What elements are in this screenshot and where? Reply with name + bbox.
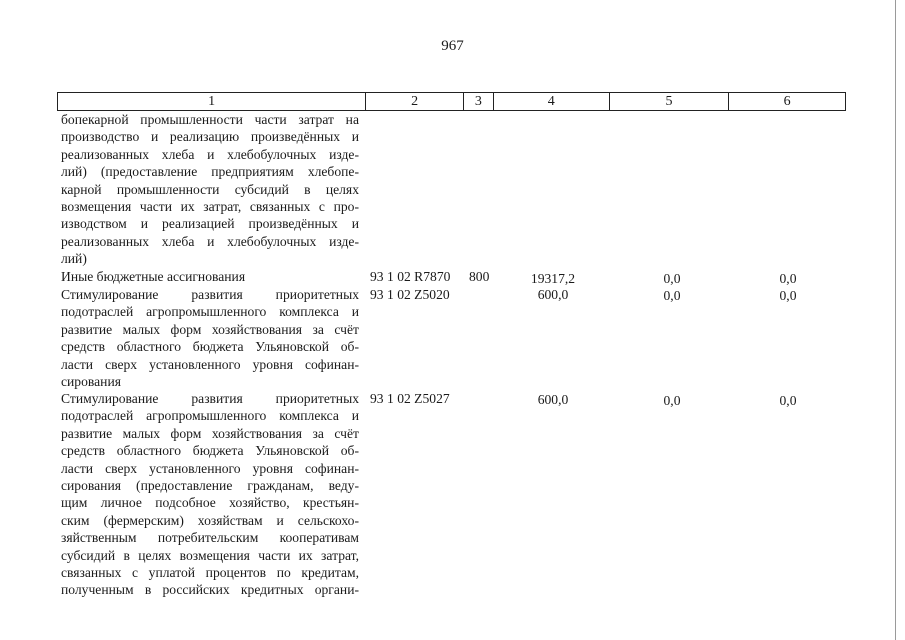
row-text-line: лий) [61, 251, 87, 267]
row-text-line: ласти сверх установленного уровня софинан- [61, 356, 359, 372]
page-edge [895, 0, 896, 640]
row-text-line: ласти сверх установленного уровня софинан- [61, 460, 359, 476]
row-text-line: сирования (предоставление гражданам, веду- [61, 478, 359, 494]
row-amount-col6: 0,0 [779, 271, 797, 286]
table-row [61, 268, 359, 285]
row-text-line: сирования [61, 374, 121, 390]
row-text-line: субсидий в целях возмещения части их затрат, [61, 547, 359, 563]
row-text-line: подотраслей агропромышленного комплекса и [61, 408, 359, 424]
row-text-line: зяйственным потребительским кооперативам [61, 530, 359, 546]
row-text-line: средств областного бюджета Ульяновской об- [61, 339, 359, 355]
row-text-line: Стимулирование развития приоритетных [61, 391, 359, 406]
row-text-line: ским (фермерским) хозяйствам и сельскохо- [61, 512, 359, 528]
row-text-line: реализованных хлеба и хлебобулочных изде- [61, 146, 359, 162]
row-text-line: средств областного бюджета Ульяновской об- [61, 443, 359, 459]
row-text-line: полученным в российских кредитных органи- [61, 582, 359, 598]
row-text-line: бопекарной промышленности части затрат на [61, 112, 359, 127]
row-expense-type: 800 [469, 269, 490, 284]
table-header [57, 92, 846, 111]
header-col-5: 5 [610, 93, 730, 110]
header-col-3: 3 [464, 93, 494, 110]
header-col-1: 1 [58, 93, 366, 110]
row-text-line: развитие малых форм хозяйствования за счёт [61, 321, 359, 337]
row-text-line: связанных с уплатой процентов по кредитам, [61, 565, 359, 581]
row-text-line: лий) (предоставление предприятиям хлебопе- [61, 164, 359, 180]
row-amount-col5: 0,0 [663, 271, 681, 286]
row-code: 93 1 02 R7870 [370, 269, 451, 284]
row-code: 93 1 02 Z5027 [370, 391, 450, 406]
row-amount-col6: 0,0 [779, 288, 797, 303]
row-text-line: развитие малых форм хозяйствования за счёт [61, 425, 359, 441]
header-col-4: 4 [494, 93, 610, 110]
table-row [61, 111, 359, 268]
row-text-line: изводством и реализацией произведённых и [61, 216, 359, 232]
table-row [61, 286, 359, 390]
row-text-line: Иные бюджетные ассигнования [61, 269, 246, 284]
header-col-2: 2 [366, 93, 464, 110]
row-amount-col4: 600,0 [537, 392, 569, 407]
row-text-line: Стимулирование развития приоритетных [61, 287, 359, 302]
row-amount-col5: 0,0 [663, 288, 681, 303]
row-amount-col6: 0,0 [779, 393, 797, 408]
table-row [61, 390, 359, 599]
row-text-line: щим личное подсобное хозяйство, крестьян- [61, 495, 359, 511]
row-text-line: карной промышленности субсидий в целях [61, 181, 359, 197]
row-text-line: возмещения части их затрат, связанных с про- [61, 199, 359, 215]
row-amount-col4: 600,0 [537, 287, 569, 302]
row-text-line: реализованных хлеба и хлебобулочных изде- [61, 233, 359, 249]
row-code: 93 1 02 Z5020 [370, 287, 450, 302]
header-col-6: 6 [783, 94, 791, 109]
page-number: 967 [441, 38, 464, 54]
row-text-line: производство и реализацию произведённых и [61, 129, 359, 145]
row-text-line: подотраслей агропромышленного комплекса и [61, 304, 359, 320]
row-amount-col5: 0,0 [663, 393, 681, 408]
row-amount-col4: 19317,2 [530, 271, 576, 286]
